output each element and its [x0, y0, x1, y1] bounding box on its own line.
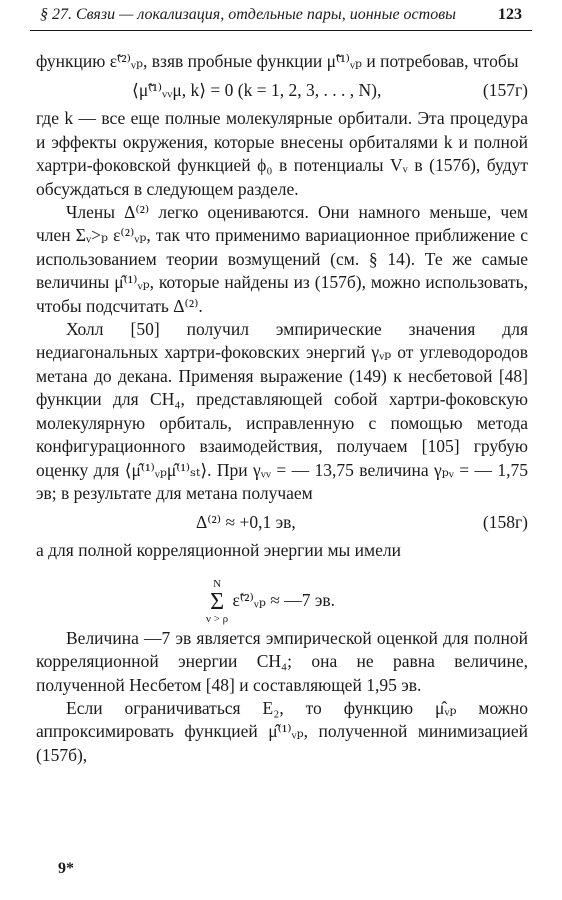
formula-157g [36, 75, 528, 105]
sum-expression: ε̃⁽²⁾ᵥₚ ≈ —7 эв. [232, 589, 336, 610]
sum-lower-limit: ν > ρ [206, 612, 229, 625]
formula-sum [36, 565, 528, 625]
equation-number: (157г) [482, 80, 528, 101]
formula-158g [36, 507, 528, 537]
formula-expression: ⟨μ̃̃⁽¹⁾ᵥᵥμ, k⟩ = 0 (k = 1, 2, 3, . . . , N), [132, 80, 382, 101]
summation-symbol: N Σ ν > ρ [206, 577, 229, 625]
paragraph-4: Холл [50] получил эмпирические значения для недиагональных хартри-фоковских энергий γᵥₚ от углеводородов метана до декана. Применяя выражение (149) к несбетовой [48] функции для CH₄, представляющей собой хартри-фоковскую молекулярную орбиталь, исправленную с помощью метода конфигурационного взаимодействия, получаем [105] грубую оценку для ⟨μ̂⁽¹⁾ᵥₚμ̂⁽¹⁾ₛₜ⟩. При γᵥᵥ = — 13,75 величина γₚᵥ = — 1,75 эв; в результате для метана получаем [36, 319, 528, 503]
signature-mark: 9* [58, 860, 74, 877]
paragraph-7: Если ограничиваться E₂, то функцию μ̂ᵥₚ можно аппроксимировать функцией μ̂⁽¹⁾ᵥₚ, полученной минимизацией (157б), [36, 697, 528, 765]
paragraph-6: Величина —7 эв является эмпирической оценкой для полной корреляционной энергии CH₄; она не равна величине, полученной Несбетом [48] и составляющей 1,95 эв. [36, 627, 528, 695]
paragraph-3: Члены Δ⁽²⁾ легко оцениваются. Они намного меньше, чем член Σᵥ>ₚ ε⁽²⁾ᵥₚ, так что применимо вариационное приближение с использованием теории возмущений (см. § 14). Те же самые величины μ̂⁽¹⁾ᵥₚ, которые найдены из (157б), можно использовать, чтобы подсчитать Δ⁽²⁾. [36, 202, 528, 316]
page-number: 123 [498, 6, 522, 23]
body-text [36, 50, 528, 767]
paragraph-1: функцию ε̃⁽²⁾ᵥₚ, взяв пробные функции μ̃̃⁽¹⁾ᵥₚ и потребовав, чтобы [36, 51, 519, 71]
header-rule [30, 30, 532, 31]
sum-upper-limit: N [213, 577, 222, 590]
running-header [40, 6, 522, 30]
paragraph-2: где k — все еще полные молекулярные орбитали. Эта процедура и эффекты окружения, которые внесены орбиталями k и полной хартри-фоковской функцией ϕ₀ в потенциалы Vᵥ в (157б), будут обсуждаться в следующем разделе. [36, 108, 528, 199]
header-title: § 27. Связи — локализация, отдельные пары, ионные остовы [40, 6, 456, 23]
equation-number: (158г) [482, 512, 528, 533]
paragraph-5: а для полной корреляционной энергии мы имели [36, 540, 401, 561]
formula-expression: Δ⁽²⁾ ≈ +0,1 эв, [196, 512, 296, 533]
